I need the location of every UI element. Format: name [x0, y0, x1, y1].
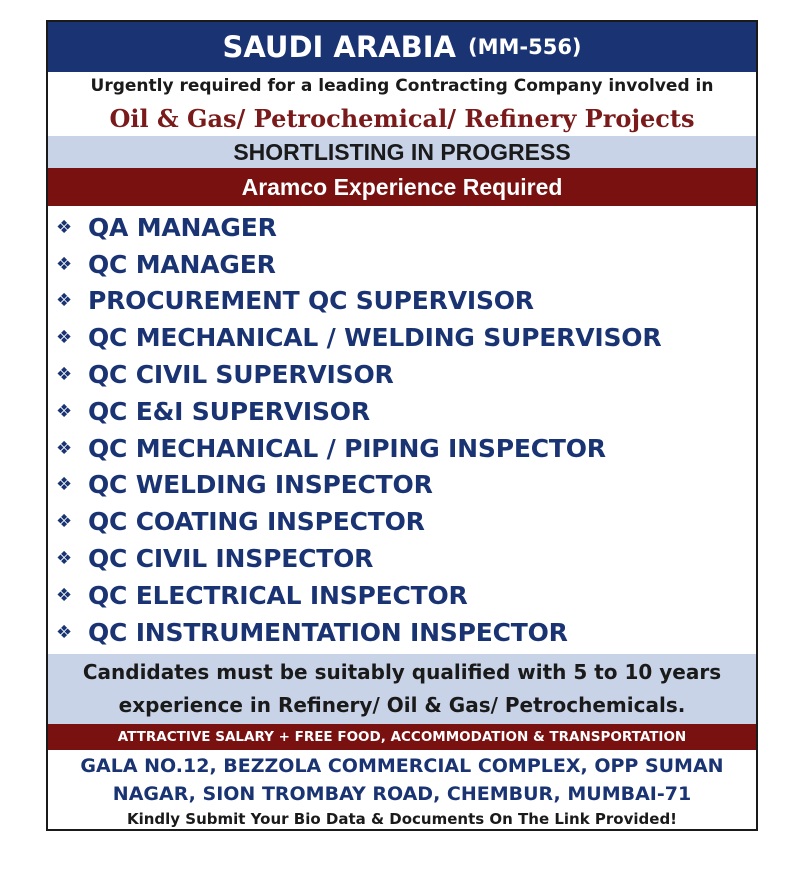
job-title: QC MECHANICAL / WELDING SUPERVISOR	[88, 323, 662, 353]
job-title: QC COATING INSPECTOR	[88, 507, 425, 537]
job-title: QC INSTRUMENTATION INSPECTOR	[88, 617, 568, 647]
intro-line: Urgently required for a leading Contracting Company involved in	[90, 76, 714, 96]
job-item	[56, 319, 756, 356]
diamond-bullet-icon: ❖	[56, 474, 72, 496]
shortlisting-banner: SHORTLISTING IN PROGRESS	[48, 136, 756, 168]
job-list	[48, 206, 756, 651]
diamond-bullet-icon: ❖	[56, 364, 72, 386]
diamond-bullet-icon: ❖	[56, 400, 72, 422]
job-item	[56, 356, 756, 393]
industry-line: Oil & Gas/ Petrochemical/ Refinery Projects	[109, 103, 695, 133]
job-item	[56, 467, 756, 504]
address-line: GALA NO.12, BEZZOLA COMMERCIAL COMPLEX, OPP SUMAN	[80, 754, 724, 777]
requirements-box	[48, 654, 756, 724]
job-title: QA MANAGER	[88, 212, 277, 242]
job-title: QC WELDING INSPECTOR	[88, 470, 433, 500]
benefits-banner: ATTRACTIVE SALARY + FREE FOOD, ACCOMMODATION & TRANSPORTATION	[48, 724, 756, 750]
diamond-bullet-icon: ❖	[56, 216, 72, 238]
job-item	[56, 283, 756, 320]
job-title: QC MANAGER	[88, 249, 276, 279]
diamond-bullet-icon: ❖	[56, 327, 72, 349]
job-title: QC CIVIL INSPECTOR	[88, 544, 374, 574]
job-item	[56, 430, 756, 467]
job-title: QC ELECTRICAL INSPECTOR	[88, 580, 468, 610]
job-title: QC MECHANICAL / PIPING INSPECTOR	[88, 433, 606, 463]
job-title: PROCUREMENT QC SUPERVISOR	[88, 286, 534, 316]
job-title: QC E&I SUPERVISOR	[88, 396, 370, 426]
title-bar	[48, 22, 756, 72]
address-block	[48, 750, 756, 808]
job-advertisement	[46, 20, 758, 831]
job-item	[56, 209, 756, 246]
requirements-line: experience in Refinery/ Oil & Gas/ Petrochemicals.	[118, 692, 686, 717]
submit-instruction: Kindly Submit Your Bio Data & Documents On The Link Provided!	[126, 809, 678, 828]
job-item	[56, 577, 756, 614]
diamond-bullet-icon: ❖	[56, 584, 72, 606]
reference-code: (MM-556)	[467, 35, 582, 59]
diamond-bullet-icon: ❖	[56, 548, 72, 570]
job-item	[56, 393, 756, 430]
aramco-banner: Aramco Experience Required	[48, 168, 756, 206]
job-item	[56, 540, 756, 577]
requirements-line: Candidates must be suitably qualified with 5 to 10 years	[82, 659, 722, 684]
diamond-bullet-icon: ❖	[56, 437, 72, 459]
diamond-bullet-icon: ❖	[56, 621, 72, 643]
job-item	[56, 503, 756, 540]
job-item	[56, 246, 756, 283]
diamond-bullet-icon: ❖	[56, 511, 72, 533]
job-title: QC CIVIL SUPERVISOR	[88, 360, 394, 390]
diamond-bullet-icon: ❖	[56, 290, 72, 312]
address-line: NAGAR, SION TROMBAY ROAD, CHEMBUR, MUMBAI-71	[112, 782, 692, 805]
country-title: SAUDI ARABIA	[222, 30, 456, 64]
job-item	[56, 614, 756, 651]
diamond-bullet-icon: ❖	[56, 253, 72, 275]
